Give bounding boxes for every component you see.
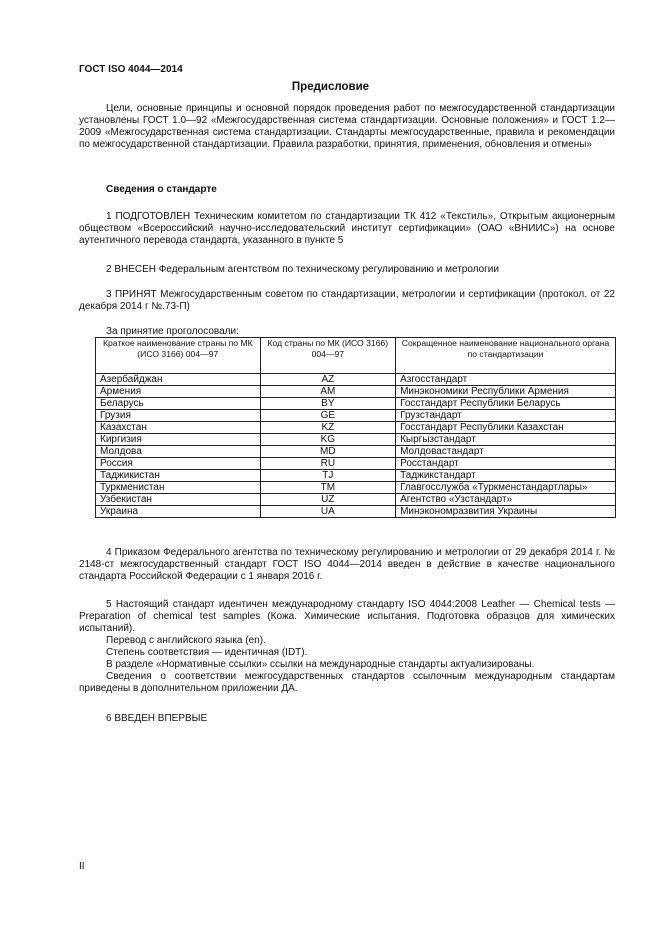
national-body: Госстандарт Республики Казахстан (396, 422, 616, 434)
national-body: Главгосслужба «Туркменстандартлары» (396, 482, 616, 494)
item-3 (79, 289, 615, 313)
table-row (96, 470, 616, 482)
item-5-conformity: Степень соответствия — идентичная (IDT). (106, 647, 308, 658)
document-id: ГОСТ ISO 4044—2014 (79, 64, 183, 75)
standard-info-heading-wrap (79, 184, 615, 196)
item-2-text: 2 ВНЕСЕН Федеральным агентством по техническому регулированию и метрологии (106, 264, 499, 275)
intro-text: Цели, основные принципы и основной порядок проведения работ по межгосударственной стандартизации установлены ГОСТ 1.0—92 «Межгосударственная система стандартизации. Основные положения» и ГОСТ 1.2—2009 «Межгосударственная система стандартизации. Стандарты межгосударственные, правила и рекомендации по межгосударственной стандартизации. Правила разработки, принятия, применения, обновления и отмены» (79, 103, 615, 150)
page-title: Предисловие (291, 81, 370, 93)
header-country-code: Код страны по МК (ИСО 3166) 004—97 (260, 338, 396, 374)
national-body: Агентство «Узстандарт» (396, 494, 616, 506)
item-5-refs: В разделе «Нормативные ссылки» ссылки на международные стандарты актуализированы. (106, 659, 535, 670)
item-1 (79, 211, 615, 247)
country-code: AM (260, 386, 396, 398)
item-5-translation: Перевод с английского языка (en). (106, 635, 266, 646)
item-5-info: Сведения о соответствии межгосударственных стандартов ссылочным международным стандартам приведены в дополнительном приложении ДА. (79, 671, 615, 694)
item-2 (79, 264, 615, 276)
country-code: KZ (260, 422, 396, 434)
item-6 (79, 713, 615, 725)
table-row (96, 458, 616, 470)
table-header-row (96, 338, 616, 374)
country-name: Азербайджан (96, 374, 261, 386)
country-code: RU (260, 458, 396, 470)
country-code: UA (260, 506, 396, 518)
table-row (96, 506, 616, 518)
country-code: BY (260, 398, 396, 410)
table-row (96, 398, 616, 410)
intro-paragraph (79, 103, 615, 151)
voting-table (95, 337, 616, 518)
item-4 (79, 547, 615, 583)
table-row (96, 386, 616, 398)
section-heading: Сведения о стандарте (106, 184, 217, 195)
voted-label: За принятие проголосовали: (106, 326, 239, 337)
item-6-text: 6 ВВЕДЕН ВПЕРВЫЕ (106, 713, 208, 724)
country-name: Россия (96, 458, 261, 470)
table-row (96, 434, 616, 446)
table-row (96, 422, 616, 434)
table-row (96, 494, 616, 506)
country-name: Киргизия (96, 434, 261, 446)
country-code: TM (260, 482, 396, 494)
item-1-text: 1 ПОДГОТОВЛЕН Техническим комитетом по стандартизации ТК 412 «Текстиль», Открытым акционерным обществом «Всероссийский научно-исследовательский институт сертификации» (ОАО «ВНИИС») на основе аутентичного перевода стандарта, указанного в пункте 5 (79, 211, 615, 246)
national-body: Молдовастандарт (396, 446, 616, 458)
item-4-text: 4 Приказом Федерального агентства по техническому регулированию и метрологии от 29 декабря 2014 г. № 2148-ст межгосударственный стандарт ГОСТ ISO 4044—2014 введен в действие в качестве национального стандарта Российской Федерации с 1 января 2016 г. (79, 547, 615, 582)
country-code: AZ (260, 374, 396, 386)
country-name: Беларусь (96, 398, 261, 410)
item-5-main: 5 Настоящий стандарт идентичен международному стандарту ISO 4044:2008 Leather — Chemical tests — Preparation of chemical test samples (Кожа. Химические испытания. Подготовка образцов для химических испытаний). (79, 599, 615, 634)
national-body: Таджикстандарт (396, 470, 616, 482)
national-body: Минэкономразвития Украины (396, 506, 616, 518)
national-body: Азгосстандарт (396, 374, 616, 386)
country-name: Таджикистан (96, 470, 261, 482)
country-code: TJ (260, 470, 396, 482)
national-body: Госстандарт Республики Беларусь (396, 398, 616, 410)
item-5 (79, 599, 615, 695)
table-row (96, 410, 616, 422)
header-national-body: Сокращенное наименование национального органа по стандартизации (396, 338, 616, 374)
national-body: Росстандарт (396, 458, 616, 470)
table-row (96, 446, 616, 458)
country-name: Казахстан (96, 422, 261, 434)
country-name: Грузия (96, 410, 261, 422)
table-row (96, 374, 616, 386)
country-name: Узбекистан (96, 494, 261, 506)
header-country-name: Краткое наименование страны по МК (ИСО 3166) 004—97 (96, 338, 261, 374)
national-body: Кыргызстандарт (396, 434, 616, 446)
country-code: MD (260, 446, 396, 458)
country-code: UZ (260, 494, 396, 506)
country-name: Молдова (96, 446, 261, 458)
national-body: Грузстандарт (396, 410, 616, 422)
table-row (96, 482, 616, 494)
country-code: KG (260, 434, 396, 446)
country-name: Туркменистан (96, 482, 261, 494)
country-name: Армения (96, 386, 261, 398)
page-number: II (79, 861, 85, 872)
country-name: Украина (96, 506, 261, 518)
item-3-text: 3 ПРИНЯТ Межгосударственным советом по стандартизации, метрологии и сертификации (протокол. от 22 декабря 2014 г №.73-П) (79, 289, 615, 312)
national-body: Минэкономики Республики Армения (396, 386, 616, 398)
country-code: GE (260, 410, 396, 422)
